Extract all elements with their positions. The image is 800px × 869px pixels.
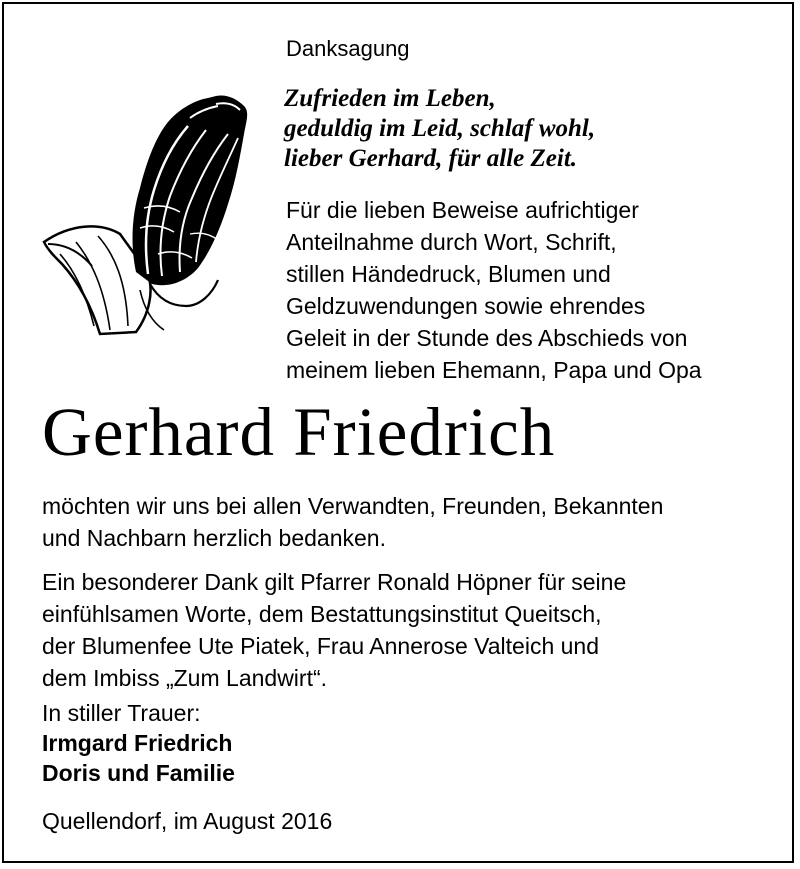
body-line: einfühlsamen Worte, dem Bestattungsinstitut Queitsch, [42, 601, 602, 627]
signature-block [42, 698, 235, 788]
thanks-line: stillen Händedruck, Blumen und [286, 261, 611, 287]
body-line: und Nachbarn herzlich bedanken. [42, 525, 386, 551]
paragraph-gap [42, 554, 663, 566]
signature-intro: In stiller Trauer: [42, 700, 201, 726]
body-line: möchten wir uns bei allen Verwandten, Freunden, Bekannten [42, 493, 664, 519]
thanks-line: meinem lieben Ehemann, Papa und Opa [286, 357, 702, 383]
poem-line: Zufrieden im Leben, [284, 85, 496, 112]
obituary-frame [2, 2, 794, 863]
body-text [42, 490, 663, 694]
thanks-paragraph [286, 194, 702, 386]
poem [284, 84, 595, 174]
poem-line: lieber Gerhard, für alle Zeit. [284, 145, 578, 172]
signature-name: Irmgard Friedrich [42, 730, 233, 756]
body-line: der Blumenfee Ute Piatek, Frau Annerose Valteich und [42, 633, 600, 659]
deceased-name: Gerhard Friedrich [42, 394, 556, 470]
thanks-line: Geldzuwendungen sowie ehrendes [286, 293, 646, 319]
thanks-line: Anteilnahme durch Wort, Schrift, [286, 229, 617, 255]
signature-name: Doris und Familie [42, 760, 235, 786]
thanks-line: Für die lieben Beweise aufrichtiger [286, 197, 639, 223]
body-line: dem Imbiss „Zum Landwirt“. [42, 665, 328, 691]
heading-danksagung: Danksagung [286, 36, 410, 61]
praying-hands-icon [40, 94, 254, 338]
thanks-line: Geleit in der Stunde des Abschieds von [286, 325, 688, 351]
poem-line: geduldig im Leid, schlaf wohl, [284, 115, 596, 142]
body-line: Ein besonderer Dank gilt Pfarrer Ronald Höpner für seine [42, 569, 627, 595]
place-date: Quellendorf, im August 2016 [42, 808, 333, 834]
